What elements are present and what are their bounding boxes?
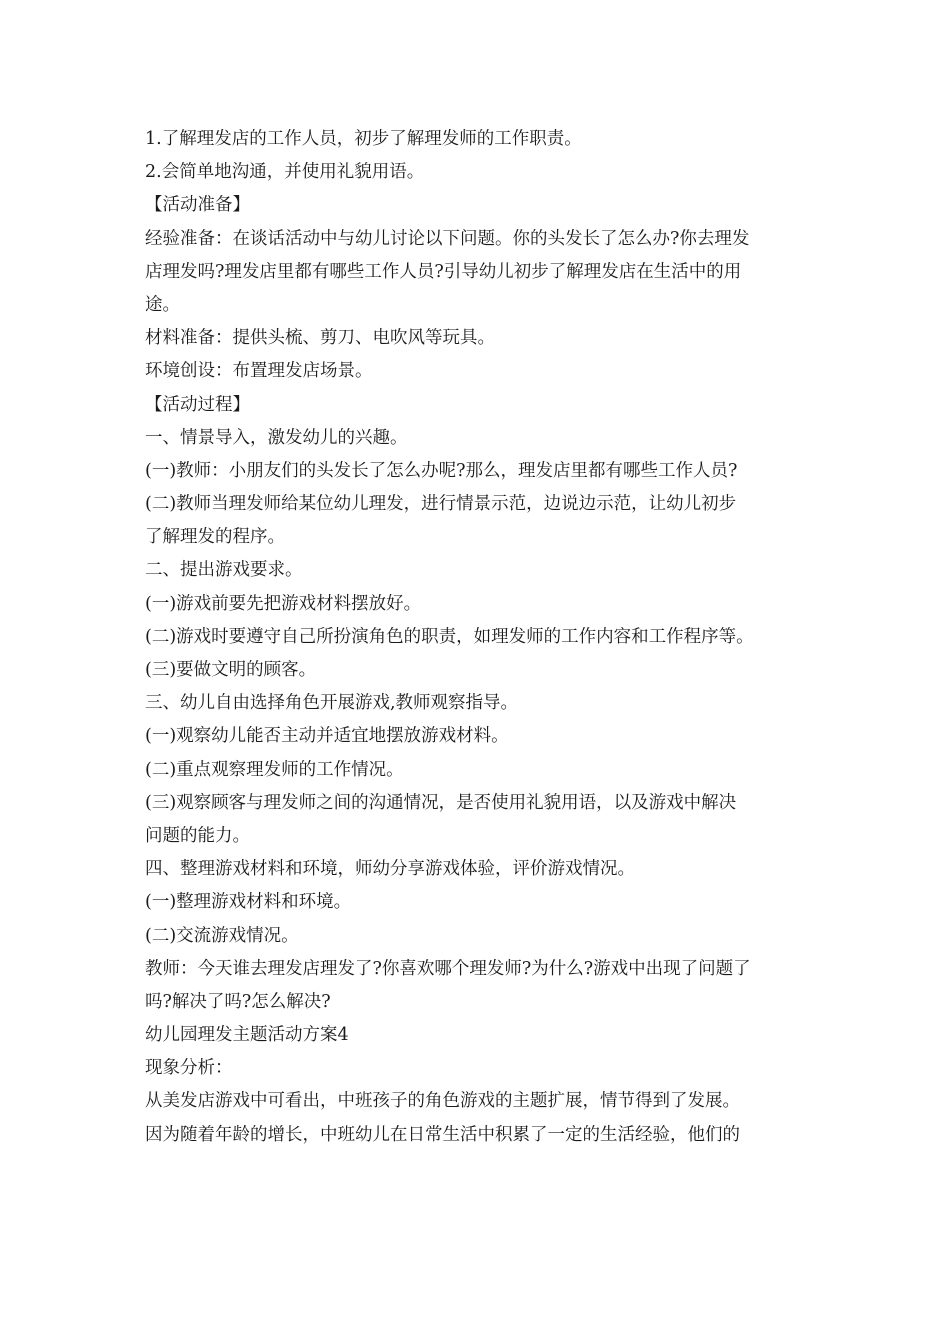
paragraph-line: 环境创设：布置理发店场景。 — [145, 361, 373, 382]
paragraph-line: 经验准备：在谈话活动中与幼儿讨论以下问题。你的头发长了怎么办?你去理发 — [145, 228, 750, 249]
paragraph-line: 问题的能力。 — [145, 825, 250, 846]
paragraph-line: 途。 — [145, 294, 180, 315]
document-body — [145, 123, 813, 1152]
goal-line-1: 1.了解理发店的工作人员，初步了解理发师的工作职责。 — [145, 129, 582, 149]
section-heading-process: 【活动过程】 — [145, 394, 250, 415]
paragraph-line: (二)重点观察理发师的工作情况。 — [145, 759, 404, 780]
step-heading: 二、提出游戏要求。 — [145, 560, 303, 581]
paragraph-line: (二)交流游戏情况。 — [145, 925, 299, 946]
paragraph-line: 材料准备：提供头梳、剪刀、电吹风等玩具。 — [145, 328, 495, 349]
paragraph-line: (二)游戏时要遵守自己所扮演角色的职责，如理发师的工作内容和工作程序等。 — [145, 626, 754, 647]
document-title: 幼儿园理发主题活动方案4 — [145, 1025, 349, 1046]
paragraph-line: 从美发店游戏中可看出，中班孩子的角色游戏的主题扩展，情节得到了发展。 — [145, 1091, 740, 1112]
goal-line-2: 2.会简单地沟通，并使用礼貌用语。 — [145, 162, 425, 183]
paragraph-line: (一)游戏前要先把游戏材料摆放好。 — [145, 593, 422, 614]
paragraph-line: 吗?解决了吗?怎么解决? — [145, 991, 331, 1012]
step-heading: 三、幼儿自由选择角色开展游戏,教师观察指导。 — [145, 693, 519, 714]
paragraph-line: (一)整理游戏材料和环境。 — [145, 892, 352, 913]
paragraph-line: (二)教师当理发师给某位幼儿理发，进行情景示范，边说边示范，让幼儿初步 — [145, 494, 737, 515]
step-heading: 一、情景导入，激发幼儿的兴趣。 — [145, 427, 408, 448]
subheading-analysis: 现象分析： — [145, 1058, 233, 1079]
paragraph-line: 了解理发的程序。 — [145, 527, 285, 548]
paragraph-line: (一)观察幼儿能否主动并适宜地摆放游戏材料。 — [145, 726, 509, 747]
paragraph-line: 因为随着年龄的增长，中班幼儿在日常生活中积累了一定的生活经验，他们的 — [145, 1124, 740, 1145]
paragraph-line: 教师：今天谁去理发店理发了?你喜欢哪个理发师?为什么?游戏中出现了问题了 — [145, 958, 751, 979]
section-heading-preparation: 【活动准备】 — [145, 195, 250, 216]
paragraph-line: (一)教师：小朋友们的头发长了怎么办呢?那么，理发店里都有哪些工作人员? — [145, 460, 738, 481]
step-heading: 四、整理游戏材料和环境，师幼分享游戏体验，评价游戏情况。 — [145, 859, 635, 880]
paragraph-line: (三)要做文明的顾客。 — [145, 660, 317, 680]
paragraph-line: (三)观察顾客与理发师之间的沟通情况，是否使用礼貌用语，以及游戏中解决 — [145, 792, 737, 813]
paragraph-line: 店理发吗?理发店里都有哪些工作人员?引导幼儿初步了解理发店在生活中的用 — [145, 261, 742, 282]
